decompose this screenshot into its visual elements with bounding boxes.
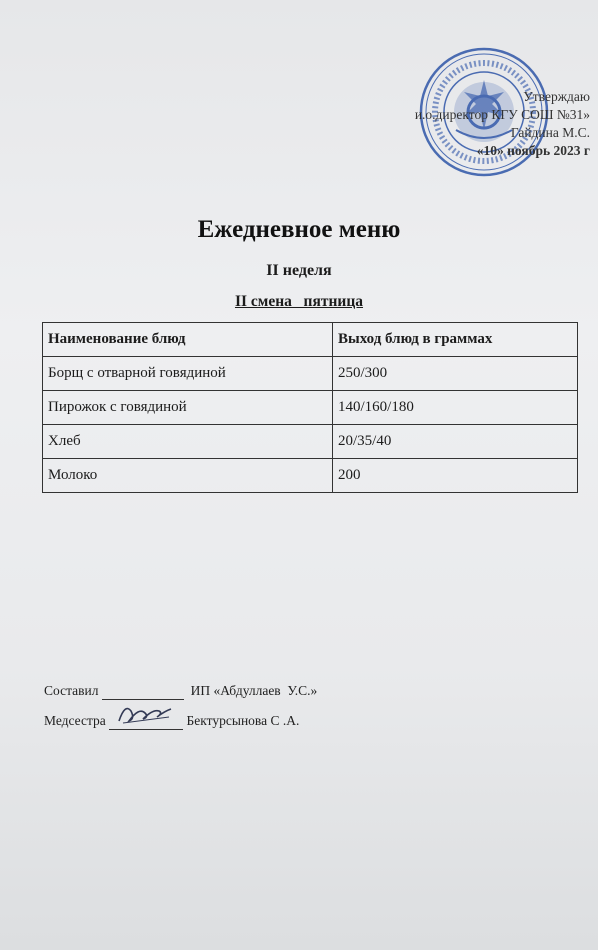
table-header-row bbox=[43, 323, 578, 357]
dish-portion: 20/35/40 bbox=[333, 425, 578, 459]
nurse-line bbox=[44, 713, 299, 730]
approval-date: «10» ноябрь 2023 г bbox=[476, 143, 590, 158]
dish-name: Пирожок с говядиной bbox=[43, 391, 333, 425]
shift-day-label: II смена пятница bbox=[234, 293, 364, 310]
menu-table bbox=[42, 322, 578, 493]
dish-name: Хлеб bbox=[43, 425, 333, 459]
document-title: Ежедневное меню bbox=[197, 216, 401, 243]
nurse-label: Медсестра bbox=[44, 713, 106, 728]
dish-name: Молоко bbox=[43, 459, 333, 493]
column-header-portion: Выход блюд в граммах bbox=[333, 323, 578, 357]
signature-blank-line bbox=[102, 683, 184, 700]
nurse-name: Бектурсынова С .А. bbox=[186, 713, 300, 728]
dish-portion: 140/160/180 bbox=[333, 391, 578, 425]
approval-heading: Утверждаю bbox=[523, 89, 590, 104]
approval-block bbox=[370, 88, 590, 160]
table-row bbox=[43, 425, 578, 459]
dish-name: Борщ с отварной говядиной bbox=[43, 357, 333, 391]
compiled-label: Составил bbox=[44, 683, 99, 698]
approval-signatory: Гайдина М.С. bbox=[510, 125, 590, 140]
week-label: II неделя bbox=[266, 262, 332, 279]
approval-position: и.о.директор КГУ СОШ №31» bbox=[414, 107, 590, 122]
table-row bbox=[43, 459, 578, 493]
compiled-by-name: ИП «Абдуллаев У.С.» bbox=[190, 683, 318, 698]
handwritten-signature-icon bbox=[115, 701, 175, 727]
compiled-by-line bbox=[44, 683, 317, 700]
column-header-dish: Наименование блюд bbox=[43, 323, 333, 357]
dish-portion: 250/300 bbox=[333, 357, 578, 391]
table-row bbox=[43, 391, 578, 425]
nurse-signature-line bbox=[109, 713, 183, 730]
dish-portion: 200 bbox=[333, 459, 578, 493]
table-row bbox=[43, 357, 578, 391]
